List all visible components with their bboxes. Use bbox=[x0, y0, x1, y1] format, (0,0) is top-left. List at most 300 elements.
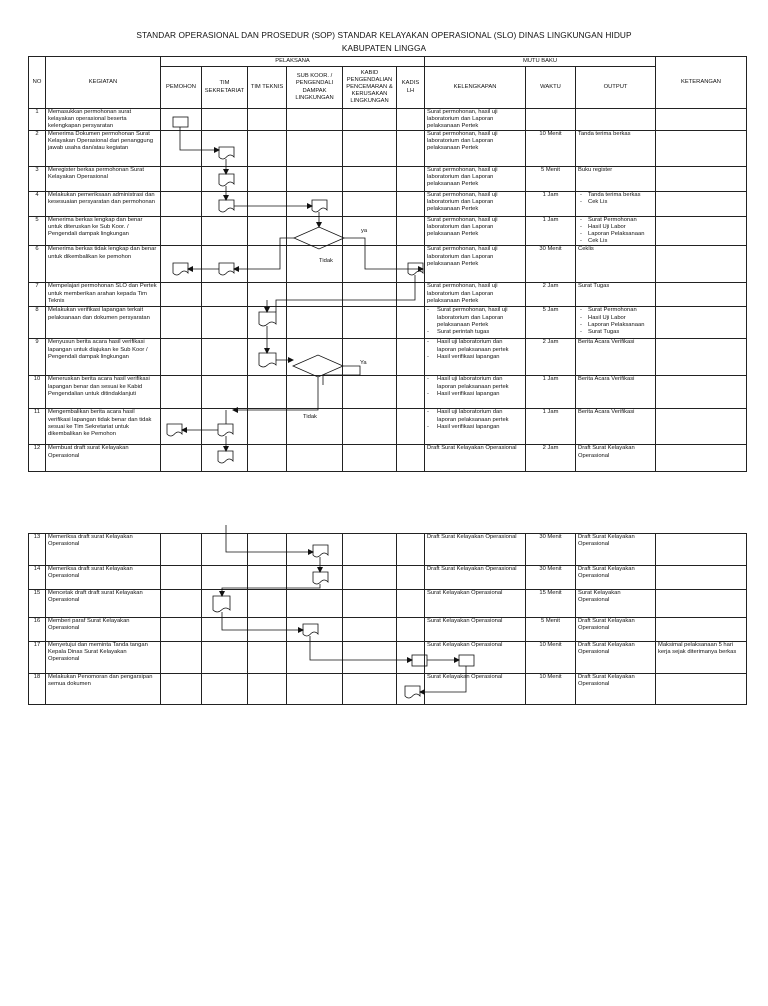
row-keterangan bbox=[656, 109, 747, 131]
lane-kabid bbox=[343, 131, 397, 167]
row-waktu: 2 Jam bbox=[526, 283, 576, 307]
lane-tim-teknis bbox=[248, 445, 287, 472]
lane-tim-teknis bbox=[248, 376, 287, 409]
lane-tim-teknis bbox=[248, 642, 287, 674]
table-row bbox=[29, 445, 747, 472]
kelengkapan-item: Draft Surat Kelayakan Operasional bbox=[427, 534, 517, 540]
header-kegiatan: KEGIATAN bbox=[46, 57, 161, 109]
lane-kabid bbox=[343, 192, 397, 217]
row-kegiatan: Memasukkan permohonan surat kelayakan operasional beserta kelengkapan persyaratan bbox=[46, 109, 161, 131]
row-kegiatan: Menerima Dokumen permohonan Surat Kelayakan Operasional dari penanggung jawab usaha dan/atau kegiatan bbox=[46, 131, 161, 167]
row-kegiatan: Mempelajari permohonan SLO dan Pertek untuk memberikan arahan kepada Tim Teknis bbox=[46, 283, 161, 307]
flow-label-ya-1: ya bbox=[361, 228, 368, 234]
lane-tim-teknis bbox=[248, 246, 287, 283]
row-waktu: 2 Jam bbox=[526, 445, 576, 472]
row-keterangan bbox=[656, 674, 747, 705]
output-item: Draft Surat Kelayakan Operasional bbox=[578, 445, 635, 459]
table-row bbox=[29, 167, 747, 192]
output-item: Tanda terima berkas bbox=[578, 131, 631, 138]
row-kegiatan: Melakukan pemeriksaan administrasi dan kesesuaian persyaratan dan permohonan bbox=[46, 192, 161, 217]
lane-tim-sekretariat bbox=[202, 307, 248, 339]
lane-pemohon bbox=[161, 339, 202, 376]
kelengkapan-item: - Hasil verifikasi lapangan bbox=[427, 354, 523, 361]
kelengkapan-item: Surat permohonan, hasil uji laboratorium dan Laporan pelaksanaan Pertek bbox=[427, 192, 498, 213]
lane-kabid bbox=[343, 283, 397, 307]
row-kegiatan: Mencetak draft draft surat Kelayakan Operasional bbox=[46, 590, 161, 618]
row-kelengkapan bbox=[425, 192, 526, 217]
header-kelengkapan: KELENGKAPAN bbox=[425, 67, 526, 109]
lane-kadis bbox=[397, 339, 425, 376]
lane-pemohon bbox=[161, 109, 202, 131]
lane-pemohon bbox=[161, 590, 202, 618]
lane-kadis bbox=[397, 618, 425, 642]
row-waktu bbox=[526, 109, 576, 131]
lane-subkoor bbox=[287, 131, 343, 167]
table-row bbox=[29, 192, 747, 217]
row-kelengkapan bbox=[425, 590, 526, 618]
row-kelengkapan bbox=[425, 445, 526, 472]
row-number: 8 bbox=[29, 307, 46, 339]
row-keterangan bbox=[656, 192, 747, 217]
lane-tim-teknis bbox=[248, 131, 287, 167]
row-keterangan bbox=[656, 566, 747, 590]
lane-kadis bbox=[397, 217, 425, 246]
row-keterangan bbox=[656, 307, 747, 339]
row-output bbox=[576, 217, 656, 246]
lane-pemohon bbox=[161, 534, 202, 566]
lane-tim-sekretariat bbox=[202, 409, 248, 445]
kelengkapan-item: Surat Kelayakan Operasional bbox=[427, 642, 503, 648]
lane-tim-teknis bbox=[248, 674, 287, 705]
header-tim-sekretariat: TIM SEKRETARIAT bbox=[202, 67, 248, 109]
lane-tim-sekretariat bbox=[202, 674, 248, 705]
row-keterangan bbox=[656, 376, 747, 409]
lane-kadis bbox=[397, 283, 425, 307]
lane-pemohon bbox=[161, 409, 202, 445]
output-item: - Cek Lis bbox=[578, 238, 653, 245]
row-kelengkapan bbox=[425, 642, 526, 674]
kelengkapan-item: Surat permohonan, hasil uji laboratorium dan Laporan pelaksanaan Pertek bbox=[427, 131, 498, 152]
lane-subkoor bbox=[287, 566, 343, 590]
lane-tim-teknis bbox=[248, 167, 287, 192]
row-number: 12 bbox=[29, 445, 46, 472]
output-item: Draft Surat Kelayakan Operasional bbox=[578, 674, 635, 688]
row-keterangan bbox=[656, 167, 747, 192]
lane-subkoor bbox=[287, 445, 343, 472]
lane-subkoor bbox=[287, 307, 343, 339]
lane-tim-teknis bbox=[248, 192, 287, 217]
row-kegiatan: Menerima berkas lengkap dan benar untuk diteruskan ke Sub Koor. / Pengendali dampak lingkungan bbox=[46, 217, 161, 246]
row-kegiatan: Meneruskan berita acara hasil verifikasi lapangan benar dan sesuai ke Kabid Pengendalian untuk ditindaklanjuti bbox=[46, 376, 161, 409]
output-item: Draft Surat Kelayakan Operasional bbox=[578, 566, 635, 580]
lane-pemohon bbox=[161, 618, 202, 642]
table-row bbox=[29, 409, 747, 445]
header-pelaksana: PELAKSANA bbox=[161, 57, 425, 67]
lane-kadis bbox=[397, 109, 425, 131]
table-row bbox=[29, 534, 747, 566]
kelengkapan-item: Surat permohonan, hasil uji laboratorium dan Laporan pelaksanaan Pertek bbox=[427, 217, 498, 238]
row-waktu: 10 Menit bbox=[526, 642, 576, 674]
flow-label-ya-2: Ya bbox=[360, 360, 367, 366]
lane-kabid bbox=[343, 590, 397, 618]
output-item: Berita Acara Verifikasi bbox=[578, 339, 635, 346]
output-item: - Surat Permohonan bbox=[578, 217, 653, 224]
table-row bbox=[29, 642, 747, 674]
row-number: 1 bbox=[29, 109, 46, 131]
output-item: Berita Acara Verifikasi bbox=[578, 376, 635, 383]
kelengkapan-item: - Hasil uji laboratorium dan laporan pelaksanaan pertek bbox=[427, 376, 523, 390]
output-item: - Cek Lis bbox=[578, 199, 653, 206]
lane-tim-sekretariat bbox=[202, 339, 248, 376]
kelengkapan-item: Draft Surat Kelayakan Operasional bbox=[427, 445, 517, 452]
lane-kadis bbox=[397, 445, 425, 472]
row-waktu: 30 Menit bbox=[526, 566, 576, 590]
lane-subkoor bbox=[287, 409, 343, 445]
table-row bbox=[29, 376, 747, 409]
row-number: 6 bbox=[29, 246, 46, 283]
page-title-line-2: KABUPATEN LINGGA bbox=[341, 43, 427, 53]
lane-kabid bbox=[343, 217, 397, 246]
table-row bbox=[29, 246, 747, 283]
row-number: 2 bbox=[29, 131, 46, 167]
row-kegiatan: Menyetujui dan meminta Tanda tangan Kepala Dinas Surat Kelayakan Operasional bbox=[46, 642, 161, 674]
kelengkapan-item: Draft Surat Kelayakan Operasional bbox=[427, 566, 517, 572]
lane-tim-teknis bbox=[248, 590, 287, 618]
lane-tim-sekretariat bbox=[202, 131, 248, 167]
row-kelengkapan bbox=[425, 283, 526, 307]
row-kelengkapan bbox=[425, 409, 526, 445]
lane-pemohon bbox=[161, 246, 202, 283]
row-keterangan bbox=[656, 246, 747, 283]
kelengkapan-item: - Hasil verifikasi lapangan bbox=[427, 391, 523, 398]
row-number: 18 bbox=[29, 674, 46, 705]
table-row bbox=[29, 590, 747, 618]
row-number: 16 bbox=[29, 618, 46, 642]
lane-subkoor bbox=[287, 534, 343, 566]
row-output bbox=[576, 534, 656, 566]
row-number: 5 bbox=[29, 217, 46, 246]
header-no: NO bbox=[29, 57, 46, 109]
output-item: Surat Tugas bbox=[578, 283, 610, 290]
table-row bbox=[29, 131, 747, 167]
row-waktu: 1 Jam bbox=[526, 409, 576, 445]
row-number: 10 bbox=[29, 376, 46, 409]
row-output bbox=[576, 131, 656, 167]
row-output bbox=[576, 283, 656, 307]
row-waktu: 1 Jam bbox=[526, 217, 576, 246]
lane-tim-sekretariat bbox=[202, 246, 248, 283]
row-number: 17 bbox=[29, 642, 46, 674]
row-waktu: 10 Menit bbox=[526, 674, 576, 705]
output-item: - Hasil Uji Labor bbox=[578, 315, 653, 322]
row-output bbox=[576, 307, 656, 339]
row-number: 7 bbox=[29, 283, 46, 307]
row-output bbox=[576, 566, 656, 590]
row-kelengkapan bbox=[425, 307, 526, 339]
lane-kadis bbox=[397, 534, 425, 566]
lane-tim-teknis bbox=[248, 339, 287, 376]
row-kegiatan: Melakukan verifikasi lapangan terkait pelaksanaan dan dokumen persyaratan bbox=[46, 307, 161, 339]
lane-tim-teknis bbox=[248, 283, 287, 307]
lane-tim-sekretariat bbox=[202, 109, 248, 131]
kelengkapan-item: - Hasil verifikasi lapangan bbox=[427, 424, 523, 431]
row-waktu: 1 Jam bbox=[526, 376, 576, 409]
lane-pemohon bbox=[161, 445, 202, 472]
row-waktu: 5 Menit bbox=[526, 167, 576, 192]
lane-tim-sekretariat bbox=[202, 618, 248, 642]
lane-kabid bbox=[343, 167, 397, 192]
lane-tim-teknis bbox=[248, 109, 287, 131]
table-row bbox=[29, 566, 747, 590]
lane-kadis bbox=[397, 376, 425, 409]
row-kegiatan: Mengembalikan berita acara hasil verifikasi lapangan tidak benar dan tidak sesuai ke Tim Sekretariat untuk dikembalikan ke Pemohon bbox=[46, 409, 161, 445]
row-number: 3 bbox=[29, 167, 46, 192]
row-output bbox=[576, 445, 656, 472]
row-keterangan bbox=[656, 131, 747, 167]
row-kelengkapan bbox=[425, 167, 526, 192]
lane-subkoor bbox=[287, 618, 343, 642]
row-kelengkapan bbox=[425, 566, 526, 590]
row-keterangan bbox=[656, 339, 747, 376]
row-kelengkapan bbox=[425, 618, 526, 642]
lane-subkoor bbox=[287, 167, 343, 192]
row-kelengkapan bbox=[425, 217, 526, 246]
output-item: Berita Acara Verifikasi bbox=[578, 409, 635, 416]
output-item: Buku register bbox=[578, 167, 613, 174]
row-waktu: 5 Menit bbox=[526, 618, 576, 642]
row-number: 15 bbox=[29, 590, 46, 618]
lane-tim-sekretariat bbox=[202, 566, 248, 590]
lane-tim-sekretariat bbox=[202, 445, 248, 472]
page-title-line-1: STANDAR OPERASIONAL DAN PROSEDUR (SOP) STANDAR KELAYAKAN OPERASIONAL (SLO) DINAS LINGKUNGAN HIDUP bbox=[136, 30, 632, 40]
lane-subkoor bbox=[287, 283, 343, 307]
lane-kabid bbox=[343, 566, 397, 590]
flow-label-tidak-2: Tidak bbox=[303, 414, 317, 420]
lane-tim-teknis bbox=[248, 566, 287, 590]
sop-table-part-2 bbox=[28, 533, 747, 705]
kelengkapan-item: - Hasil uji laboratorium dan laporan pelaksanaan pertek bbox=[427, 409, 523, 423]
kelengkapan-item: Surat Kelayakan Operasional bbox=[427, 674, 503, 680]
lane-pemohon bbox=[161, 192, 202, 217]
lane-subkoor bbox=[287, 217, 343, 246]
lane-kabid bbox=[343, 534, 397, 566]
lane-pemohon bbox=[161, 283, 202, 307]
row-output bbox=[576, 674, 656, 705]
kelengkapan-item: Surat Kelayakan Operasional bbox=[427, 590, 503, 596]
row-number: 14 bbox=[29, 566, 46, 590]
lane-kabid bbox=[343, 307, 397, 339]
lane-kadis bbox=[397, 192, 425, 217]
output-item: Draft Surat Kelayakan Operasional bbox=[578, 642, 635, 656]
kelengkapan-item: Surat permohonan, hasil uji laboratorium dan Laporan pelaksanaan Pertek bbox=[427, 167, 498, 188]
lane-kadis bbox=[397, 167, 425, 192]
row-kegiatan: Meregister berkas permohonan Surat Kelayakan Operasional bbox=[46, 167, 161, 192]
lane-pemohon bbox=[161, 217, 202, 246]
header-keterangan: KETERANGAN bbox=[656, 57, 747, 109]
lane-kadis bbox=[397, 566, 425, 590]
kelengkapan-item: - Surat perintah tugas bbox=[427, 329, 523, 336]
lane-pemohon bbox=[161, 307, 202, 339]
row-kelengkapan bbox=[425, 339, 526, 376]
lane-subkoor bbox=[287, 339, 343, 376]
row-waktu: 10 Menit bbox=[526, 131, 576, 167]
lane-subkoor bbox=[287, 590, 343, 618]
row-keterangan: Maksimal pelaksanaan 5 hari kerja sejak diterimanya berkas bbox=[656, 642, 747, 674]
lane-kabid bbox=[343, 409, 397, 445]
row-kegiatan: Menerima berkas tidak lengkap dan benar untuk dikembalikan ke pemohon bbox=[46, 246, 161, 283]
row-keterangan bbox=[656, 618, 747, 642]
lane-kadis bbox=[397, 409, 425, 445]
lane-tim-teknis bbox=[248, 307, 287, 339]
row-output bbox=[576, 192, 656, 217]
lane-kadis bbox=[397, 590, 425, 618]
row-output bbox=[576, 376, 656, 409]
lane-kabid bbox=[343, 445, 397, 472]
header-kadis: KADIS LH bbox=[397, 67, 425, 109]
row-keterangan bbox=[656, 534, 747, 566]
output-item: - Surat Tugas bbox=[578, 329, 653, 336]
lane-kabid bbox=[343, 339, 397, 376]
lane-kadis bbox=[397, 131, 425, 167]
lane-subkoor bbox=[287, 109, 343, 131]
row-kelengkapan bbox=[425, 109, 526, 131]
row-number: 4 bbox=[29, 192, 46, 217]
kelengkapan-item: Surat permohonan, hasil uji laboratorium dan Laporan pelaksanaan Pertek bbox=[427, 109, 498, 130]
row-kegiatan: Menyusun berita acara hasil verifikasi lapangan untuk diajukan ke Sub Koor / Pengendali dampak lingkungan bbox=[46, 339, 161, 376]
header-output: OUTPUT bbox=[576, 67, 656, 109]
lane-kadis bbox=[397, 246, 425, 283]
lane-kabid bbox=[343, 246, 397, 283]
table-row bbox=[29, 283, 747, 307]
lane-kabid bbox=[343, 109, 397, 131]
header-tim-teknis: TIM TEKNIS bbox=[248, 67, 287, 109]
row-output bbox=[576, 167, 656, 192]
lane-subkoor bbox=[287, 674, 343, 705]
row-keterangan bbox=[656, 283, 747, 307]
row-kegiatan: Memeriksa draft surat Kelayakan Operasional bbox=[46, 534, 161, 566]
output-item: Draft Surat Kelayakan Operasional bbox=[578, 534, 635, 548]
lane-kadis bbox=[397, 674, 425, 705]
lane-tim-teknis bbox=[248, 618, 287, 642]
row-kelengkapan bbox=[425, 674, 526, 705]
lane-kadis bbox=[397, 642, 425, 674]
row-kelengkapan bbox=[425, 534, 526, 566]
row-kelengkapan bbox=[425, 246, 526, 283]
lane-tim-sekretariat bbox=[202, 217, 248, 246]
table-row bbox=[29, 307, 747, 339]
row-output bbox=[576, 590, 656, 618]
row-number: 13 bbox=[29, 534, 46, 566]
header-waktu: WAKTU bbox=[526, 67, 576, 109]
row-output bbox=[576, 618, 656, 642]
row-waktu: 30 Menit bbox=[526, 246, 576, 283]
row-waktu: 15 Menit bbox=[526, 590, 576, 618]
table-row bbox=[29, 618, 747, 642]
row-output bbox=[576, 339, 656, 376]
lane-subkoor bbox=[287, 642, 343, 674]
output-item: - Laporan Pelaksanaan bbox=[578, 231, 653, 238]
lane-kabid bbox=[343, 376, 397, 409]
lane-tim-sekretariat bbox=[202, 192, 248, 217]
lane-kabid bbox=[343, 674, 397, 705]
lane-tim-sekretariat bbox=[202, 642, 248, 674]
header-subkoor: SUB KOOR. / PENGENDALI DAMPAK LINGKUNGAN bbox=[287, 67, 343, 109]
lane-pemohon bbox=[161, 167, 202, 192]
row-keterangan bbox=[656, 445, 747, 472]
output-item: - Surat Permohonan bbox=[578, 307, 653, 314]
lane-subkoor bbox=[287, 246, 343, 283]
row-waktu: 2 Jam bbox=[526, 339, 576, 376]
lane-kabid bbox=[343, 642, 397, 674]
lane-tim-sekretariat bbox=[202, 167, 248, 192]
lane-pemohon bbox=[161, 376, 202, 409]
output-item: - Hasil Uji Labor bbox=[578, 224, 653, 231]
lane-pemohon bbox=[161, 674, 202, 705]
header-kabid: KABID PENGENDALIAN PENCEMARAN & KERUSAKAN LINGKUNGAN bbox=[343, 67, 397, 109]
lane-pemohon bbox=[161, 131, 202, 167]
lane-tim-teknis bbox=[248, 409, 287, 445]
row-keterangan bbox=[656, 590, 747, 618]
row-kegiatan: Melakukan Penomoran dan pengarsipan semua dokumen bbox=[46, 674, 161, 705]
flow-label-tidak-1: Tidak bbox=[319, 258, 333, 264]
row-kelengkapan bbox=[425, 131, 526, 167]
lane-kabid bbox=[343, 618, 397, 642]
kelengkapan-item: - Surat permohonan, hasil uji laboratorium dan Laporan pelaksanaan Pertek bbox=[427, 307, 523, 328]
row-waktu: 5 Jam bbox=[526, 307, 576, 339]
lane-subkoor bbox=[287, 192, 343, 217]
row-kegiatan: Memeriksa draft surat Kelayakan Operasional bbox=[46, 566, 161, 590]
row-kegiatan: Membuat draft surat Kelayakan Operasional bbox=[46, 445, 161, 472]
table-row bbox=[29, 674, 747, 705]
output-item: Draft Surat Kelayakan Operasional bbox=[578, 618, 635, 632]
output-item: - Laporan Pelaksanaan bbox=[578, 322, 653, 329]
table-row bbox=[29, 109, 747, 131]
row-keterangan bbox=[656, 217, 747, 246]
output-item: Surat Kelayakan Operasional bbox=[578, 590, 621, 604]
lane-tim-sekretariat bbox=[202, 376, 248, 409]
kelengkapan-item: Surat permohonan, hasil uji laboratorium dan Laporan pelaksanaan Pertek bbox=[427, 246, 498, 267]
lane-tim-sekretariat bbox=[202, 590, 248, 618]
table-row bbox=[29, 339, 747, 376]
header-pemohon: PEMOHON bbox=[161, 67, 202, 109]
row-waktu: 1 Jam bbox=[526, 192, 576, 217]
lane-pemohon bbox=[161, 642, 202, 674]
lane-tim-teknis bbox=[248, 534, 287, 566]
row-kelengkapan bbox=[425, 376, 526, 409]
kelengkapan-item: - Hasil uji laboratorium dan laporan pelaksanaan pertek bbox=[427, 339, 523, 353]
row-number: 11 bbox=[29, 409, 46, 445]
lane-tim-sekretariat bbox=[202, 534, 248, 566]
kelengkapan-item: Surat permohonan, hasil uji laboratorium dan Laporan pelaksanaan Pertek bbox=[427, 283, 498, 304]
row-output bbox=[576, 642, 656, 674]
row-kegiatan: Memberi paraf Surat Kelayakan Operasional bbox=[46, 618, 161, 642]
lane-kadis bbox=[397, 307, 425, 339]
header-mutu-baku: MUTU BAKU bbox=[425, 57, 656, 67]
row-keterangan bbox=[656, 409, 747, 445]
lane-tim-sekretariat bbox=[202, 283, 248, 307]
kelengkapan-item: Surat Kelayakan Operasional bbox=[427, 618, 503, 624]
lane-subkoor bbox=[287, 376, 343, 409]
row-waktu: 30 Menit bbox=[526, 534, 576, 566]
output-item: Ceklis bbox=[578, 246, 594, 253]
row-number: 9 bbox=[29, 339, 46, 376]
row-output bbox=[576, 409, 656, 445]
row-output bbox=[576, 246, 656, 283]
row-output bbox=[576, 109, 656, 131]
output-item: - Tanda terima berkas bbox=[578, 192, 653, 199]
lane-tim-teknis bbox=[248, 217, 287, 246]
lane-pemohon bbox=[161, 566, 202, 590]
